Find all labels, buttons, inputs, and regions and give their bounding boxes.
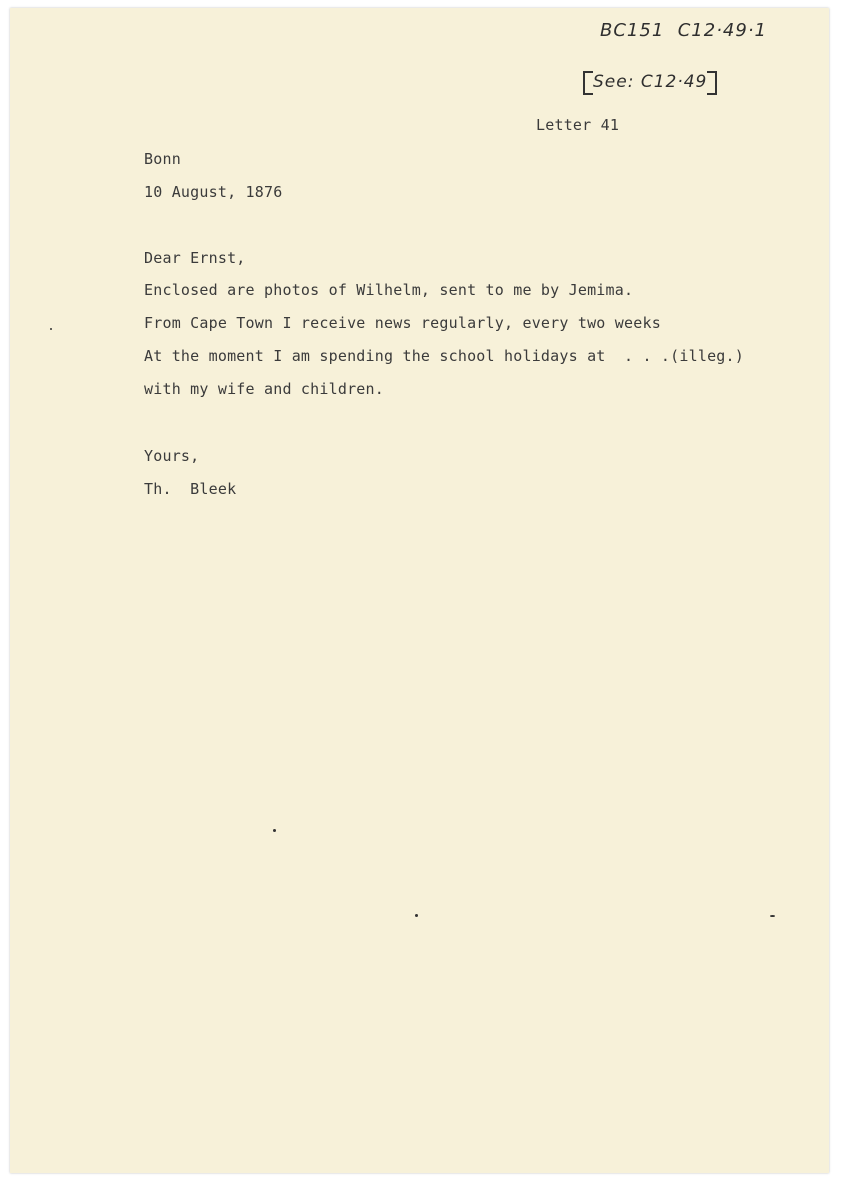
paper-speck [50, 328, 52, 330]
salutation: Dear Ernst, [144, 249, 246, 267]
paper-sheet [10, 8, 829, 1173]
body-line: Enclosed are photos of Wilhelm, sent to me by Jemima. [144, 281, 634, 299]
body-line: with my wife and children. [144, 380, 384, 398]
paper-speck [770, 915, 775, 917]
body-line: At the moment I am spending the school holidays at . . .(illeg.) [144, 347, 744, 365]
closing: Yours, [144, 447, 200, 465]
letter-number: Letter 41 [536, 116, 620, 134]
letter-date: 10 August, 1876 [144, 183, 283, 201]
signature: Th. Bleek [144, 480, 237, 498]
see-reference: See: C12·49 [593, 72, 708, 92]
paper-speck [273, 829, 276, 832]
letter-place: Bonn [144, 150, 181, 168]
archive-reference: BC151 C12·49·1 [600, 20, 767, 41]
paper-speck [415, 914, 418, 917]
body-line: From Cape Town I receive news regularly, every two weeks [144, 314, 661, 332]
